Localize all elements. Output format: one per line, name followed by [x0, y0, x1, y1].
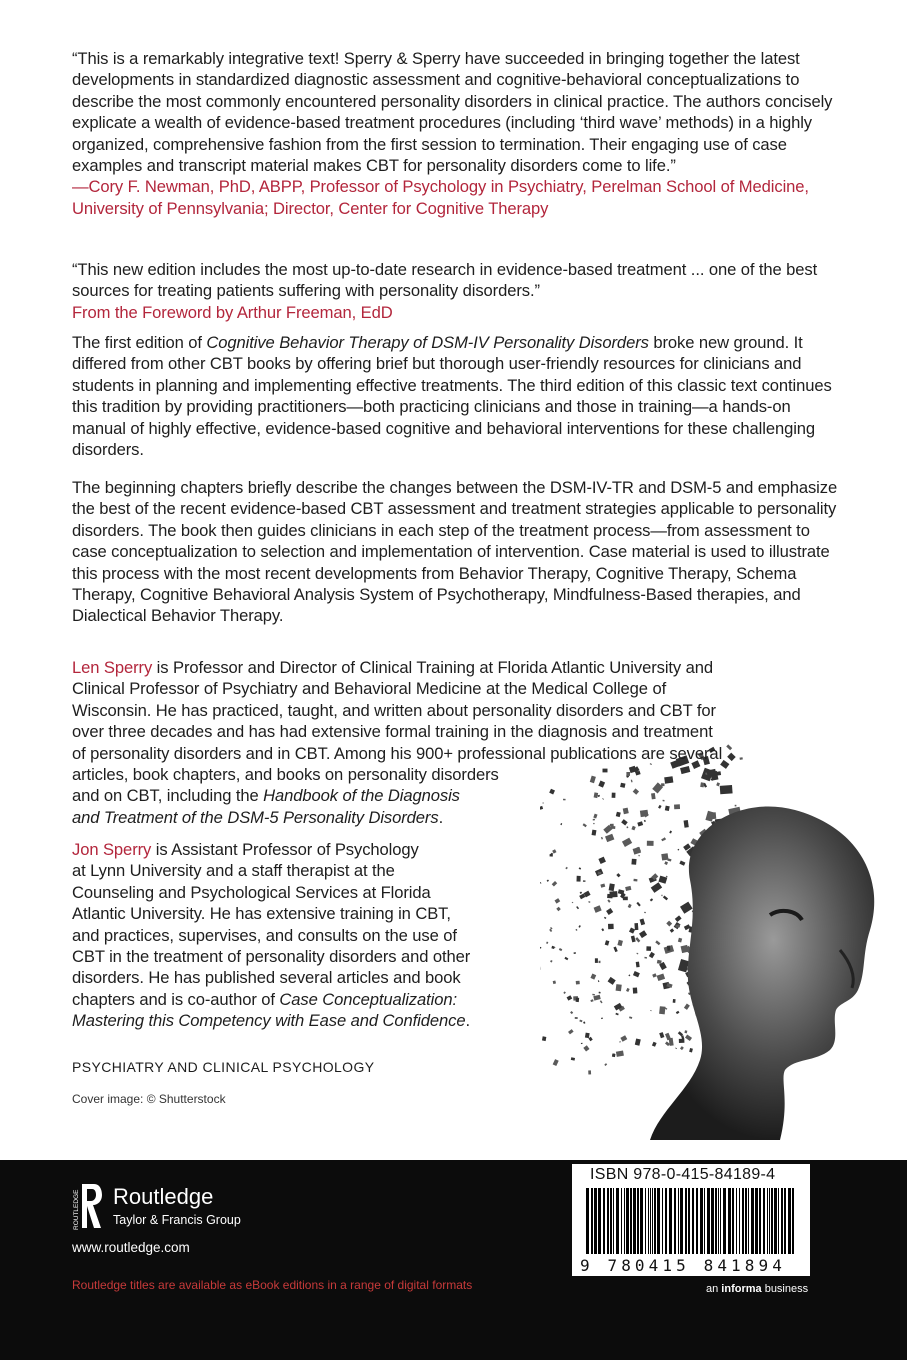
particle-fragment [622, 838, 632, 847]
particle-fragment [592, 994, 595, 996]
routledge-logo-icon [72, 1180, 102, 1232]
particle-fragment [664, 861, 668, 865]
particle-fragment [629, 1016, 632, 1018]
particle-fragment [599, 961, 601, 963]
particle-fragment [679, 1039, 685, 1043]
barcode-bar [603, 1188, 605, 1254]
particle-fragment [553, 1059, 559, 1066]
particle-fragment [607, 894, 613, 898]
bio-line: and on CBT, including the [72, 786, 264, 806]
particle-fragment [598, 857, 606, 864]
particle-fragment [594, 905, 602, 913]
particle-fragment [588, 1037, 592, 1042]
description-paragraph-2 [72, 477, 842, 627]
particle-fragment [640, 919, 646, 926]
bio-line: CBT in the treatment of personality disorders and other [72, 947, 471, 967]
barcode-bar [688, 1188, 690, 1254]
barcode-bar [732, 1188, 734, 1254]
particle-fragment [659, 1032, 664, 1038]
particle-fragment [649, 952, 655, 958]
isbn-label: ISBN 978-0-415-84189-4 [590, 1166, 776, 1183]
barcode-bar [711, 1188, 714, 1254]
quote-text: “This new edition includes the most up-to-date research in evidence-based treatment ... one of the best sources for treating patients suffering with personality disorders.” [72, 260, 818, 301]
particle-fragment [661, 895, 662, 897]
particle-fragment [619, 1041, 621, 1043]
particle-fragment [608, 977, 616, 985]
particle-fragment [670, 928, 674, 932]
particle-fragment [647, 841, 654, 846]
particle-fragment [612, 1054, 616, 1058]
particle-fragment [618, 889, 625, 894]
particle-fragment [580, 892, 583, 895]
bio-line: Clinical Professor of Psychiatry and Behavioral Medicine at the Medical College of [72, 679, 667, 699]
particle-fragment [575, 929, 577, 931]
barcode-bar [624, 1188, 625, 1254]
barcode-bar [648, 1188, 649, 1254]
book-title: Mastering this Competency with Ease and Confidence [72, 1011, 466, 1031]
barcode-bar [637, 1188, 639, 1254]
description-paragraph-1 [72, 332, 842, 460]
barcode-bar [594, 1188, 597, 1254]
particle-fragment [590, 974, 596, 980]
particle-fragment [652, 1042, 657, 1047]
particle-fragment [650, 1010, 651, 1011]
barcode-bar [586, 1188, 589, 1254]
informa-suffix: business [761, 1283, 809, 1295]
barcode-bar [696, 1188, 698, 1254]
barcode-bar [678, 1188, 679, 1254]
particle-fragment [583, 880, 586, 882]
barcode-bar [763, 1188, 765, 1254]
book-title-first-edition: Cognitive Behavior Therapy of DSM-IV Personality Disorders [206, 333, 649, 352]
barcode-bar [621, 1188, 622, 1254]
particle-fragment [600, 884, 605, 888]
particle-fragment [575, 1017, 578, 1019]
particle-fragment [629, 928, 635, 934]
author-name: Len Sperry [72, 658, 153, 677]
barcode-bar [769, 1188, 770, 1254]
particle-fragment [601, 837, 603, 840]
informa-prefix: an [706, 1283, 722, 1295]
particle-fragment [605, 834, 614, 842]
particle-fragment [576, 906, 579, 909]
particle-fragment [595, 958, 598, 963]
bio-line: at Lynn University and a staff therapist at the [72, 861, 395, 881]
particle-fragment [680, 1046, 684, 1050]
para1-post: broke new ground. It differed from other CBT books by offering brief but thorough user-friendly resources for clinicians and students in planning and implementing effective treatments. The third edition of this classic text continues this tradition by providing practitioners—both practicing clinicians and those in training—a hands-on manual of highly effective, evidence-based cognitive and behavioral interventions for these challenging disorders. [72, 333, 832, 460]
particle-fragment [680, 902, 693, 914]
bio-line: and practices, supervises, and consults on the use of [72, 925, 457, 945]
particle-fragment [681, 945, 689, 953]
barcode-bar [645, 1188, 646, 1254]
particle-fragment [636, 953, 638, 955]
bio-line: Atlantic University. He has extensive training in CBT, [72, 904, 451, 924]
barcode-bar [748, 1188, 749, 1254]
particle-fragment [583, 1021, 585, 1023]
bio-line: . [438, 807, 444, 827]
particle-fragment [592, 830, 597, 836]
informa-word: informa [721, 1283, 762, 1295]
bio-line: is Assistant Professor of Psychology [151, 840, 419, 859]
particle-fragment [685, 1035, 692, 1041]
barcode-bar [652, 1188, 653, 1254]
particle-fragment [673, 999, 676, 1003]
particle-fragment [604, 917, 606, 919]
barcode-bar [704, 1188, 705, 1254]
particle-fragment [666, 876, 668, 878]
barcode-bar [707, 1188, 710, 1254]
particle-fragment [638, 855, 640, 857]
particle-fragment [623, 897, 628, 901]
particle-fragment [581, 1043, 583, 1044]
particle-fragment [616, 984, 622, 991]
particle-fragment [636, 902, 640, 907]
book-title: and Treatment of the DSM-5 Personality Disorders [72, 807, 439, 827]
particle-fragment [599, 992, 601, 994]
barcode-bar [650, 1188, 651, 1254]
barcode-bar [657, 1188, 660, 1254]
particle-fragment [585, 1033, 590, 1039]
particle-fragment [605, 940, 610, 945]
informa-business-tag [706, 1283, 808, 1295]
barcode-bar [742, 1188, 744, 1254]
barcode-bar [616, 1188, 619, 1254]
particle-fragment [663, 896, 668, 901]
particle-fragment [601, 928, 604, 931]
bio-line: Counseling and Psychological Services at Florida [72, 882, 431, 902]
para1-pre: The first edition of [72, 333, 207, 352]
barcode-bar [723, 1188, 726, 1254]
author-bio-len-sperry [72, 657, 862, 828]
barcode-image [584, 1188, 800, 1254]
particle-fragment [576, 998, 580, 1003]
particle-fragment [593, 995, 600, 1001]
particle-fragment [657, 960, 662, 964]
particle-fragment [650, 898, 653, 901]
barcode-bar [610, 1188, 612, 1254]
particle-fragment [628, 904, 632, 908]
bio-line: disorders. He has published several articles and book [72, 968, 461, 988]
endorsement-freeman [72, 259, 842, 323]
particle-fragment [588, 1070, 591, 1074]
particle-fragment [571, 1057, 575, 1060]
bio-line: Wisconsin. He has practiced, taught, and written about personality disorders and CBT for [72, 700, 716, 720]
author-bio-jon-sperry [72, 839, 572, 1032]
particle-fragment [635, 937, 640, 942]
particle-fragment [617, 940, 623, 946]
barcode-bar [654, 1188, 656, 1254]
particle-fragment [625, 886, 631, 891]
particle-fragment [669, 831, 672, 834]
bio-line: is Professor and Director of Clinical Training at Florida Atlantic University and [152, 658, 714, 677]
quote-text: “This is a remarkably integrative text! Sperry & Sperry have succeeded in bringing together the latest developments in standardized diagnostic assessment and cognitive-behavioral conceptualizations to describe the most commonly encountered personality disorders in clinical practice. The authors concisely explicate a wealth of evidence-based treatment procedures (including ‘third wave’ methods) in a highly organized, comprehensive fashion from the first session to termination. Their engaging use of case examples and transcript material makes CBT for personality disorders come to life.” [72, 49, 833, 176]
barcode-bar [680, 1188, 683, 1254]
particle-fragment [652, 973, 657, 977]
particle-fragment [639, 930, 647, 938]
particle-fragment [677, 849, 679, 851]
barcode-bar [792, 1188, 794, 1254]
particle-fragment [588, 901, 590, 903]
barcode-bar [755, 1188, 758, 1254]
particle-fragment [579, 867, 581, 869]
barcode-bar [662, 1188, 663, 1254]
barcode-bar [674, 1188, 676, 1254]
particle-fragment [613, 947, 617, 953]
particle-fragment [689, 1048, 693, 1052]
particle-fragment [620, 1035, 627, 1042]
author-name: Jon Sperry [72, 840, 152, 859]
particle-fragment [678, 1031, 683, 1036]
particle-fragment [675, 924, 680, 927]
particle-fragment [659, 1006, 665, 1014]
particle-fragment [655, 940, 660, 945]
particle-fragment [616, 1051, 624, 1057]
particle-fragment [598, 872, 602, 875]
particle-fragment [644, 957, 647, 959]
barcode-bar [781, 1188, 783, 1254]
barcode-bar [700, 1188, 703, 1254]
barcode-bar [774, 1188, 777, 1254]
particle-fragment [633, 879, 637, 882]
particle-fragment [684, 1030, 687, 1033]
barcode-bar [784, 1188, 786, 1254]
barcode-bar [771, 1188, 773, 1254]
barcode-digits: 9 780415 841894 [580, 1256, 786, 1275]
cover-image-credit: Cover image: © Shutterstock [72, 1092, 226, 1106]
particle-fragment [634, 923, 638, 930]
particle-fragment [684, 1004, 690, 1010]
barcode-bar [778, 1188, 779, 1254]
barcode-bar [640, 1188, 643, 1254]
particle-fragment [657, 974, 666, 982]
particle-fragment [607, 899, 610, 902]
particle-fragment [635, 1039, 641, 1046]
particle-fragment [667, 946, 670, 951]
particle-fragment [576, 981, 580, 985]
barcode-bar [613, 1188, 614, 1254]
bio-line: . [465, 1011, 470, 1031]
particle-fragment [675, 915, 682, 922]
logo-vertical-text: ROUTLEDGE [73, 1189, 80, 1230]
barcode-bar [685, 1188, 687, 1254]
particle-fragment [678, 959, 689, 972]
particle-fragment [578, 925, 580, 928]
particle-fragment [646, 946, 651, 951]
particle-fragment [579, 1020, 582, 1023]
quote-attribution: —Cory F. Newman, PhD, ABPP, Professor of Psychology in Psychiatry, Perelman School of Medicine, University of Pennsylvania; Director, Center for Cognitive Therapy [72, 177, 809, 218]
particle-fragment [604, 1063, 607, 1066]
publisher-name: Routledge [113, 1184, 214, 1209]
barcode-bar [630, 1188, 632, 1254]
particle-fragment [574, 952, 576, 954]
quote-attribution: From the Foreword by Arthur Freeman, EdD [72, 302, 393, 322]
barcode-bar [665, 1188, 667, 1254]
particle-fragment [636, 962, 640, 968]
particle-fragment [676, 1011, 680, 1014]
barcode-bar [720, 1188, 721, 1254]
particle-fragment [600, 1000, 603, 1003]
barcode-bar [736, 1188, 737, 1254]
barcode-bar [767, 1188, 768, 1254]
particle-fragment [626, 988, 630, 992]
particle-fragment [616, 873, 620, 877]
particle-fragment [633, 988, 638, 994]
particle-fragment [633, 971, 640, 977]
publisher-website-link[interactable]: www.routledge.com [72, 1240, 190, 1255]
para2-text: The beginning chapters briefly describe the changes between the DSM-IV-TR and DSM-5 and emphasize the best of the recent evidence-based CBT assessment and treatment strategies applicable to personality disorders. The book then guides clinicians in each step of the treatment process—from assessment to case conceptualization to selection and implementation of intervention. Case material is used to illustrate this process with the most recent developments from Behavior Therapy, Cognitive Therapy, Schema Therapy, Cognitive Behavioral Analysis System of Psychotherapy, Mindfulness-Based therapies, and Dialectical Behavior Therapy. [72, 478, 838, 626]
particle-fragment [609, 883, 615, 891]
book-title: Case Conceptualization: [279, 989, 457, 1009]
bio-line: chapters and is co-author of [72, 989, 280, 1009]
barcode-bar [626, 1188, 629, 1254]
endorsement-newman [72, 48, 842, 219]
bio-line: of personality disorders and in CBT. Among his 900+ professional publications are several [72, 743, 723, 763]
particle-fragment [601, 1018, 603, 1020]
barcode-bar [745, 1188, 747, 1254]
bio-line: over three decades and has had extensive formal training in the diagnosis and treatment [72, 722, 713, 742]
particle-fragment [598, 980, 600, 982]
particle-fragment [651, 882, 662, 893]
book-title: Handbook of the Diagnosis [263, 786, 460, 806]
particle-fragment [590, 999, 593, 1002]
particle-fragment [678, 938, 682, 943]
particle-fragment [583, 1045, 589, 1051]
publisher-group: Taylor & Francis Group [113, 1213, 241, 1227]
barcode-bar [591, 1188, 593, 1254]
particle-fragment [675, 1048, 677, 1050]
barcode-bar [598, 1188, 601, 1254]
barcode-bar [728, 1188, 731, 1254]
particle-fragment [644, 912, 646, 914]
barcode-bar [788, 1188, 791, 1254]
particle-fragment [608, 924, 614, 929]
particle-fragment [613, 891, 614, 892]
ebook-availability-note: Routledge titles are available as eBook editions in a range of digital formats [72, 1278, 473, 1292]
barcode-bar [633, 1188, 636, 1254]
barcode-bar [692, 1188, 694, 1254]
particle-fragment [679, 861, 685, 866]
barcode-bar [759, 1188, 761, 1254]
barcode-bar [715, 1188, 717, 1254]
barcode-bar [739, 1188, 740, 1254]
barcode-bar [718, 1188, 719, 1254]
particle-fragment [631, 859, 636, 865]
particle-fragment [631, 936, 636, 943]
particle-fragment [666, 921, 672, 927]
barcode-bar [669, 1188, 672, 1254]
particle-fragment [615, 1013, 618, 1016]
particle-fragment [661, 853, 668, 860]
particle-fragment [542, 1036, 546, 1041]
barcode-bar [751, 1188, 754, 1254]
bio-line: articles, book chapters, and books on personality disorders [72, 765, 499, 785]
particle-fragment [577, 876, 581, 882]
subject-category: PSYCHIATRY AND CLINICAL PSYCHOLOGY [72, 1059, 375, 1075]
particle-fragment [628, 974, 630, 976]
barcode-bar [607, 1188, 609, 1254]
